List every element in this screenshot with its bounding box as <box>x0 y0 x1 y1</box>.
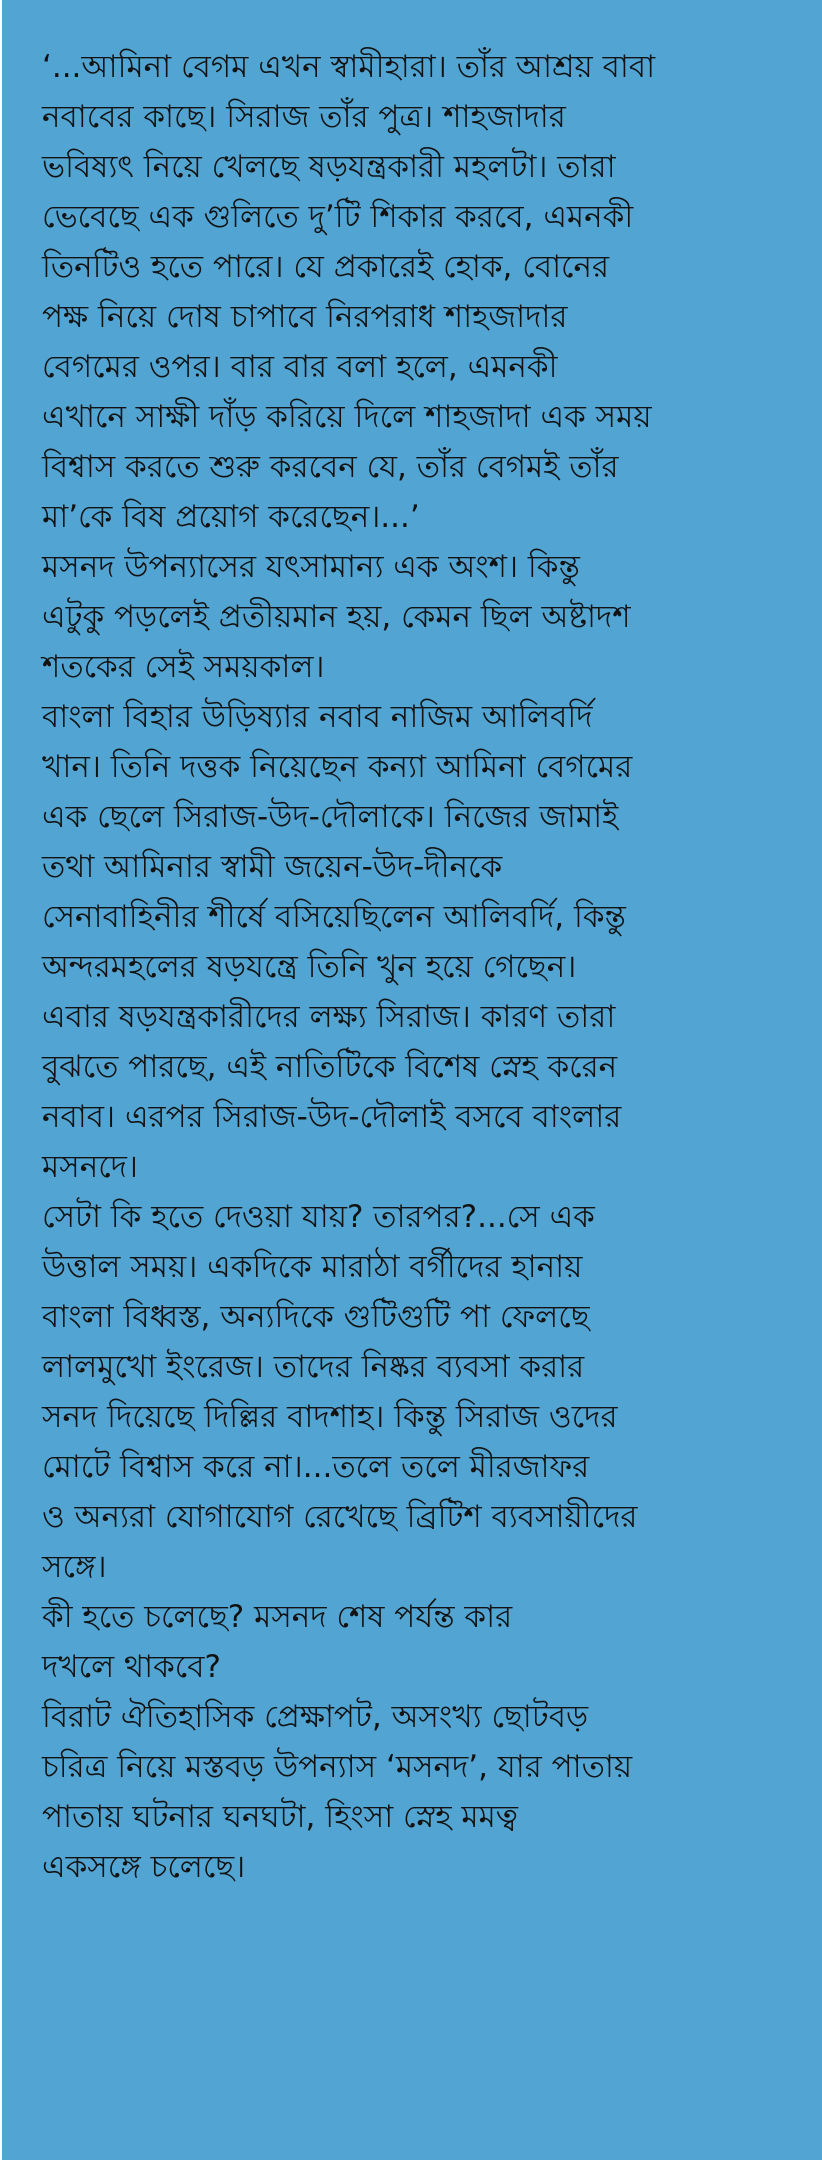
text-line: তথা আমিনার স্বামী জয়েন-উদ-দীনকে <box>42 849 503 885</box>
text-line: সঙ্গে। <box>42 1549 107 1585</box>
text-line: একসঙ্গে চলেছে। <box>42 1849 246 1885</box>
text-line: পক্ষ নিয়ে দোষ চাপাবে নিরপরাধ শাহজাদার <box>42 299 568 335</box>
text-line: এটুকু পড়লেই প্রতীয়মান হয়, কেমন ছিল অষ্টাদশ <box>42 599 631 635</box>
text-line: বাংলা বিহার উড়িষ্যার নবাব নাজিম আলিবর্দি <box>42 699 593 735</box>
text-line: ভবিষ্যৎ নিয়ে খেলছে ষড়যন্ত্রকারী মহলটা। তারা <box>42 149 616 185</box>
text-line: ভেবেছে এক গুলিতে দু’টি শিকার করবে, এমনকী <box>42 199 634 235</box>
text-line: মসনদে। <box>42 1149 139 1185</box>
text-line: অন্দরমহলের ষড়যন্ত্রে তিনি খুন হয়ে গেছেন। <box>42 949 577 985</box>
text-line: দখলে থাকবে? <box>42 1649 221 1685</box>
text-line: ‘...আমিনা বেগম এখন স্বামীহারা। তাঁর আশ্রয় বাবা <box>42 49 656 85</box>
text-line: মসনদ উপন্যাসের যৎসামান্য এক অংশ। কিন্তু <box>42 549 580 585</box>
text-line: চরিত্র নিয়ে মস্তবড় উপন্যাস ‘মসনদ’, যার পাতায় <box>42 1749 633 1785</box>
text-line: সনদ দিয়েছে দিল্লির বাদশাহ। কিন্তু সিরাজ ওদের <box>42 1399 618 1435</box>
text-line: এবার ষড়যন্ত্রকারীদের লক্ষ্য সিরাজ। কারণ তারা <box>42 999 616 1035</box>
text-line: শতকের সেই সময়কাল। <box>42 649 325 685</box>
text-line: পাতায় ঘটনার ঘনঘটা, হিংসা স্নেহ মমত্ব <box>42 1799 518 1835</box>
text-line: বিরাট ঐতিহাসিক প্রেক্ষাপট, অসংখ্য ছোটবড় <box>42 1699 589 1735</box>
text-line: তিনটিও হতে পারে। যে প্রকারেই হোক, বোনের <box>42 249 610 285</box>
text-line: মোটে বিশ্বাস করে না।...তলে তলে মীরজাফর <box>42 1449 590 1485</box>
text-line: কী হতে চলেছে? মসনদ শেষ পর্যন্ত কার <box>42 1599 513 1635</box>
text-line: সেনাবাহিনীর শীর্ষে বসিয়েছিলেন আলিবর্দি, কিন্তু <box>42 899 626 935</box>
text-line: এক ছেলে সিরাজ-উদ-দৌলাকে। নিজের জামাই <box>42 799 619 835</box>
text-line: বুঝতে পারছে, এই নাতিটিকে বিশেষ স্নেহ করেন <box>42 1049 618 1085</box>
blurb-text <box>42 42 802 1892</box>
text-line: এখানে সাক্ষী দাঁড় করিয়ে দিলে শাহজাদা এক সময় <box>42 399 652 435</box>
text-line: বাংলা বিধ্বস্ত, অন্যদিকে গুটিগুটি পা ফেলছে <box>42 1299 590 1335</box>
text-line: খান। তিনি দত্তক নিয়েছেন কন্যা আমিনা বেগমের <box>42 749 633 785</box>
back-cover-panel <box>2 0 822 2160</box>
text-line: মা’কে বিষ প্রয়োগ করেছেন।...’ <box>42 499 420 535</box>
text-line: সেটা কি হতে দেওয়া যায়? তারপর?...সে এক <box>42 1199 595 1235</box>
text-line: নবাবের কাছে। সিরাজ তাঁর পুত্র। শাহজাদার <box>42 99 566 135</box>
text-line: নবাব। এরপর সিরাজ-উদ-দৌলাই বসবে বাংলার <box>42 1099 622 1135</box>
text-line: বেগমের ওপর। বার বার বলা হলে, এমনকী <box>42 349 558 385</box>
text-line: উত্তাল সময়। একদিকে মারাঠা বর্গীদের হানায় <box>42 1249 583 1285</box>
text-line: ও অন্যরা যোগাযোগ রেখেছে ব্রিটিশ ব্যবসায়ীদের <box>42 1499 638 1535</box>
text-line: লালমুখো ইংরেজ। তাদের নিষ্কর ব্যবসা করার <box>42 1349 585 1385</box>
text-line: বিশ্বাস করতে শুরু করবেন যে, তাঁর বেগমই তাঁর <box>42 449 619 485</box>
